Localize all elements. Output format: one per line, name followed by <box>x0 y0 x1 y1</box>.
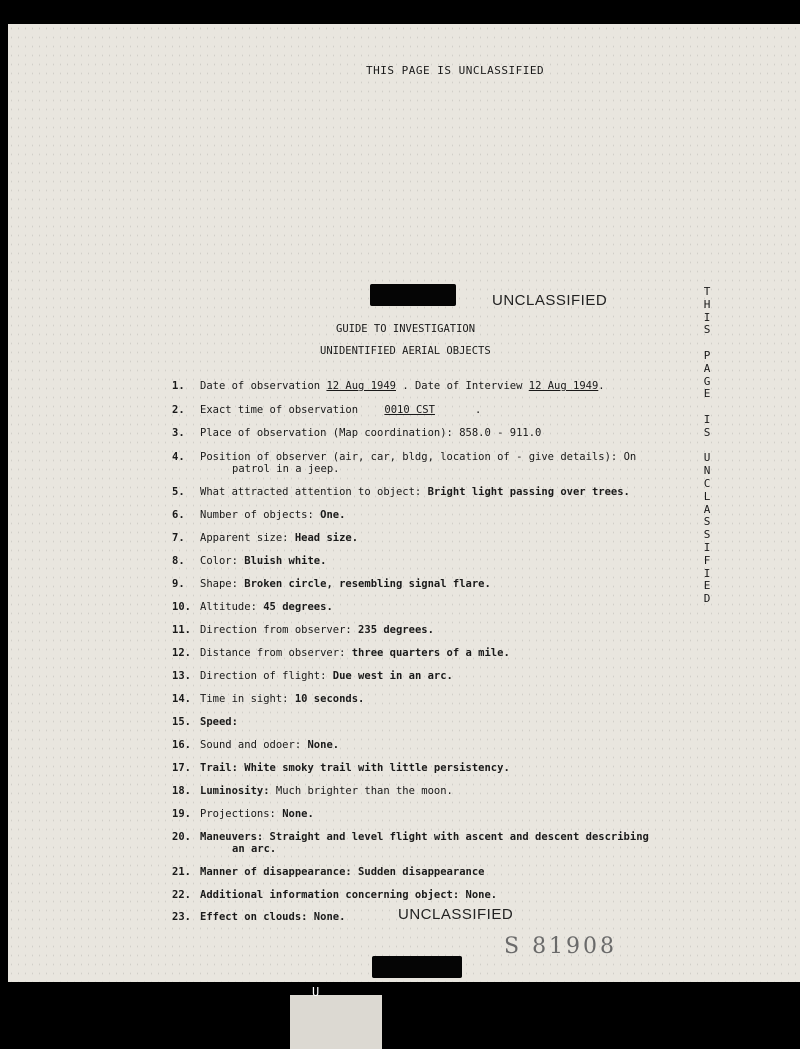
redaction-bottom <box>372 956 462 978</box>
document-number: S 81908 <box>504 934 618 959</box>
item-22: 22. Additional information concerning object: None. <box>172 889 498 901</box>
item-8: 8. Color: Bluish white. <box>172 555 327 567</box>
form-title-line2: UNIDENTIFIED AERIAL OBJECTS <box>320 345 491 357</box>
stamp-unclassified-mid: UNCLASSIFIED <box>492 292 608 309</box>
item-14: 14. Time in sight: 10 seconds. <box>172 693 365 705</box>
side-stamp-letter: D <box>703 592 711 606</box>
side-stamp-letter: S <box>703 425 711 439</box>
stamp-unclassified-bottom: UNCLASSIFIED <box>398 906 514 923</box>
item-2: 2. Exact time of observation 0010 CST . <box>172 404 482 416</box>
item-17: 17. Trail: White smoky trail with little persistency. <box>172 762 510 774</box>
bottom-film-strip <box>290 995 382 1049</box>
side-stamp-letter: N <box>703 464 711 478</box>
side-stamp-letter: E <box>703 579 711 593</box>
side-stamp-letter: A <box>703 502 711 516</box>
side-stamp-letter: I <box>703 412 711 426</box>
side-stamp-letter: E <box>703 387 711 401</box>
side-stamp <box>700 286 714 606</box>
side-stamp-letter: F <box>703 553 711 567</box>
item-20: 20. Maneuvers: Straight and level flight with ascent and descent describing an arc. <box>172 831 649 855</box>
side-stamp-letter: S <box>703 515 711 529</box>
item-18: 18. Luminosity: Much brighter than the moon. <box>172 785 453 797</box>
side-stamp-letter: T <box>703 285 711 298</box>
item-16: 16. Sound and odoer: None. <box>172 739 340 751</box>
item-3: 3. Place of observation (Map coordination): 858.0 - 911.0 <box>172 427 542 439</box>
item-5: 5. What attracted attention to object: Bright light passing over trees. <box>172 486 630 498</box>
side-stamp-letter: A <box>703 361 711 375</box>
header-stamp: THIS PAGE IS UNCLASSIFIED <box>366 64 545 77</box>
item-15: 15. Speed: <box>172 716 238 728</box>
side-stamp-letter: C <box>703 476 711 490</box>
side-stamp-letter: P <box>703 348 711 362</box>
item-1: 1. Date of observation 12 Aug 1949 . Date of Interview 12 Aug 1949. <box>172 380 605 392</box>
item-13: 13. Direction of flight: Due west in an arc. <box>172 670 453 682</box>
side-stamp-letter: S <box>703 528 711 542</box>
side-stamp-letter: G <box>703 374 711 388</box>
side-stamp-letter: L <box>703 489 711 503</box>
redaction-top <box>370 284 456 306</box>
side-stamp-letter: U <box>703 451 711 465</box>
side-stamp-letter: S <box>703 323 711 337</box>
item-4: 4. Position of observer (air, car, bldg, location of - give details): On patrol in a jeep. <box>172 451 637 475</box>
item-11: 11. Direction from observer: 235 degrees. <box>172 624 434 636</box>
item-7: 7. Apparent size: Head size. <box>172 532 359 544</box>
item-9: 9. Shape: Broken circle, resembling signal flare. <box>172 578 491 590</box>
item-23: 23. Effect on clouds: None. <box>172 911 346 923</box>
side-stamp-letter: I <box>703 566 711 580</box>
side-stamp-letter: H <box>703 297 711 311</box>
bottom-mark: U <box>312 985 320 999</box>
side-stamp-letter: I <box>703 310 711 324</box>
item-21: 21. Manner of disappearance: Sudden disappearance <box>172 866 485 878</box>
item-19: 19. Projections: None. <box>172 808 314 820</box>
form-title-line1: GUIDE TO INVESTIGATION <box>336 323 476 335</box>
side-stamp-letter: I <box>703 540 711 554</box>
item-12: 12. Distance from observer: three quarters of a mile. <box>172 647 510 659</box>
item-10: 10. Altitude: 45 degrees. <box>172 601 333 613</box>
item-6: 6. Number of objects: One. <box>172 509 346 521</box>
